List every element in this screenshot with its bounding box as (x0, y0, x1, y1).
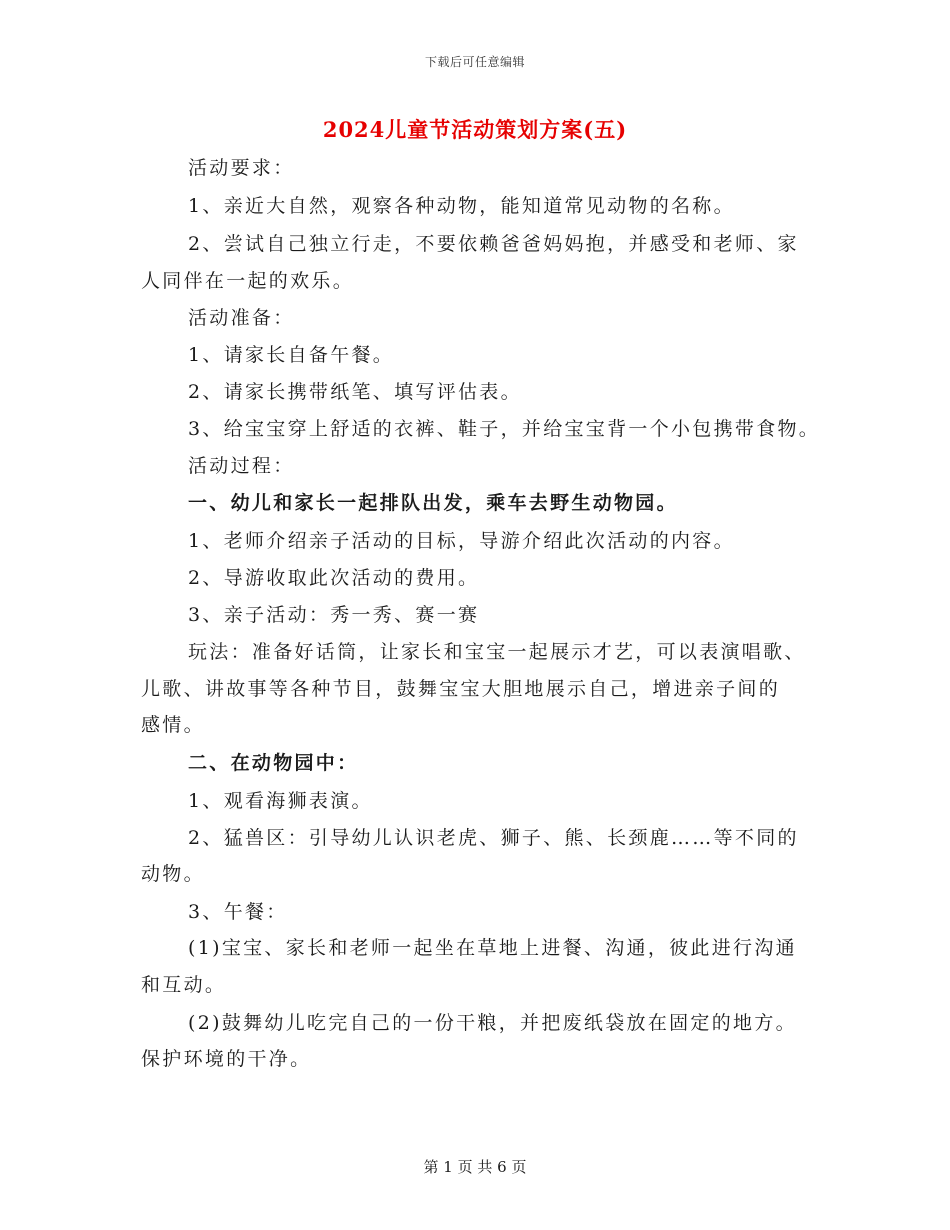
section-heading: 一、幼儿和家长一起排队出发，乘车去野生动物园。 (188, 492, 678, 514)
body-line: 1、请家长自备午餐。 (188, 344, 395, 366)
body-line: 3、给宝宝穿上舒适的衣裤、鞋子，并给宝宝背一个小包携带食物。 (188, 418, 821, 440)
body-line: 和互动。 (141, 974, 227, 996)
body-line: 2、尝试自己独立行走，不要依赖爸爸妈妈抱，并感受和老师、家 (188, 233, 799, 255)
body-line: 儿歌、讲故事等各种节目，鼓舞宝宝大胆地展示自己，增进亲子间的 (141, 678, 781, 700)
body-line: 2、导游收取此次活动的费用。 (188, 567, 480, 589)
body-line: 1、老师介绍亲子活动的目标，导游介绍此次活动的内容。 (188, 530, 735, 552)
body-line: 1、亲近大自然，观察各种动物，能知道常见动物的名称。 (188, 195, 735, 217)
body-line: 人同伴在一起的欢乐。 (141, 270, 355, 292)
body-line: 2、请家长携带纸笔、填写评估表。 (188, 381, 522, 403)
body-line: 活动准备： (188, 307, 295, 329)
body-line: 活动要求： (188, 157, 295, 179)
body-line: (2)鼓舞幼儿吃完自己的一份干粮，并把废纸袋放在固定的地方。 (188, 1012, 797, 1034)
body-line: 活动过程： (188, 455, 295, 477)
document-title: 2024儿童节活动策划方案(五) (322, 117, 628, 142)
body-line: 3、午餐： (188, 901, 288, 923)
body-line: (1)宝宝、家长和老师一起坐在草地上进餐、沟通，彼此进行沟通 (188, 937, 797, 959)
section-heading: 二、在动物园中： (188, 752, 359, 774)
body-line: 动物。 (141, 863, 205, 885)
body-line: 2、猛兽区：引导幼儿认识老虎、狮子、熊、长颈鹿……等不同的 (188, 827, 799, 849)
body-line: 感情。 (141, 714, 205, 736)
body-line: 3、亲子活动：秀一秀、赛一赛 (188, 604, 480, 626)
body-line: 保护环境的干净。 (141, 1048, 312, 1070)
body-line: 1、观看海狮表演。 (188, 790, 373, 812)
page-header-note: 下载后可任意编辑 (424, 55, 525, 69)
body-line: 玩法：准备好话筒，让家长和宝宝一起展示才艺，可以表演唱歌、 (188, 641, 806, 663)
page-footer: 第 1 页 共 6 页 (423, 1158, 527, 1176)
